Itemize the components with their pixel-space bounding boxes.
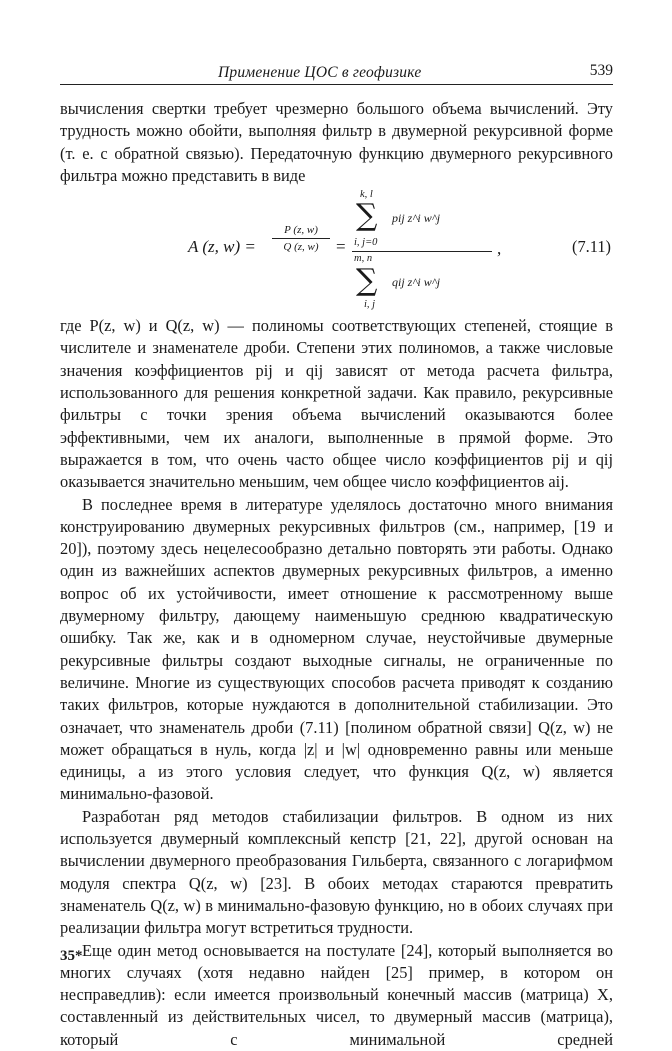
den-sum-upper-limit: m, n <box>354 253 373 265</box>
fraction-denominator: Q (z, w) <box>283 241 319 254</box>
paragraph-3: В последнее время в литературе уделялось достаточно много внимания конструированию двумерных рекурсивных фильтров (см., например, [19 и 20]), поэтому здесь нецелесообразно детально повторять эти работы. Однако один из важнейших аспектов двумерных рекурсивных фильтров, а именно вопрос об их устойчивости, имеет отношение к рассмотренному выше двумерному фильтру, дающему наименьшую среднюю квадратическую ошибку. Так же, как и в одномерном случае, неустойчивые двумерные рекурсивные фильтры создают выходные сигналы, не ограниченные по величине. Многие из существующих способов расчета приводят к созданию таких фильтров, которые нуждаются в дополнительной стабилизации. Это означает, что знаменатель дроби (7.11) [полином обратной связи] Q(z, w) не может обращаться в нуль, когда |z| и |w| одновременно равны или меньше единицы, а из этого условия следует, что функция Q(z, w) является минимально-фазовой. <box>60 494 613 804</box>
num-sum-sign: ∑ <box>356 198 378 234</box>
paragraph-1: вычисления свертки требует чрезмерно большого объема вычислений. Эту трудность можно обойти, выполняя фильтр в двумерной рекурсивной форме (т. е. с обратной связью). Передаточную функцию двумерного рекурсивного фильтра можно представить в виде <box>60 99 613 185</box>
text-body <box>60 98 613 1051</box>
equation-number: (7.11) <box>572 237 611 257</box>
fraction-bar <box>352 251 492 252</box>
paragraph-5: Еще один метод основывается на постулате [24], который выполняется во многих случаях (хотя недавно найден [25] пример, в котором он несправедлив): если имеется произвольный конечный массив (матрица) X, составленный из действительных чисел, то двумерный массив (матрица), который с минимальной средней <box>60 940 613 1049</box>
formula-comma: , <box>497 239 502 259</box>
paragraph-2: где P(z, w) и Q(z, w) — полиномы соответствующих степеней, стоящие в числителе и знаменателе дроби. Степени этих полиномов, а также числовые значения коэффициентов pij и qij зависят от метода расчета фильтра, использованного для решения конкретной задачи. Как правило, рекурсивные фильтры с точки зрения объема вычислений оказываются более эффективными, чем их аналоги, выполненные в прямой форме. Это выражается в том, что очень часто общее число коэффициентов pij и qij оказывается значительно меньшим, чем общее число коэффициентов aij. <box>60 316 613 492</box>
formula-lhs: A (z, w) = <box>188 237 256 257</box>
num-sum-upper-limit: k, l <box>360 189 373 201</box>
den-sum-term: qij z^i w^j <box>392 275 441 290</box>
fraction-numerator: P (z, w) <box>272 224 330 239</box>
signature-mark: 35* <box>60 948 83 964</box>
formula-equals: = <box>336 237 346 257</box>
running-header <box>60 62 613 85</box>
formula-sum-fraction <box>352 187 494 315</box>
page-number: 539 <box>589 62 613 79</box>
formula-fraction-pq <box>272 224 330 253</box>
num-sum-lower-limit: i, j=0 <box>354 237 378 249</box>
equation-7-11 <box>60 187 613 315</box>
den-sum-lower-limit: i, j <box>364 299 376 311</box>
num-sum-term: pij z^i w^j <box>392 211 441 226</box>
den-sum-sign: ∑ <box>356 263 378 299</box>
paragraph-4: Разработан ряд методов стабилизации фильтров. В одном из них используется двумерный комплексный кепстр [21, 22], другой основан на вычислении двумерного преобразования Гильберта, связанного с логарифмом модуля спектра Q(z, w) [23]. В обоих методах стараются превратить знаменатель Q(z, w) в минимально-фазовую функцию, но в обоих случаях при реализации фильтра могут встретиться трудности. <box>60 806 613 938</box>
running-title: Применение ЦОС в геофизике <box>218 64 422 81</box>
